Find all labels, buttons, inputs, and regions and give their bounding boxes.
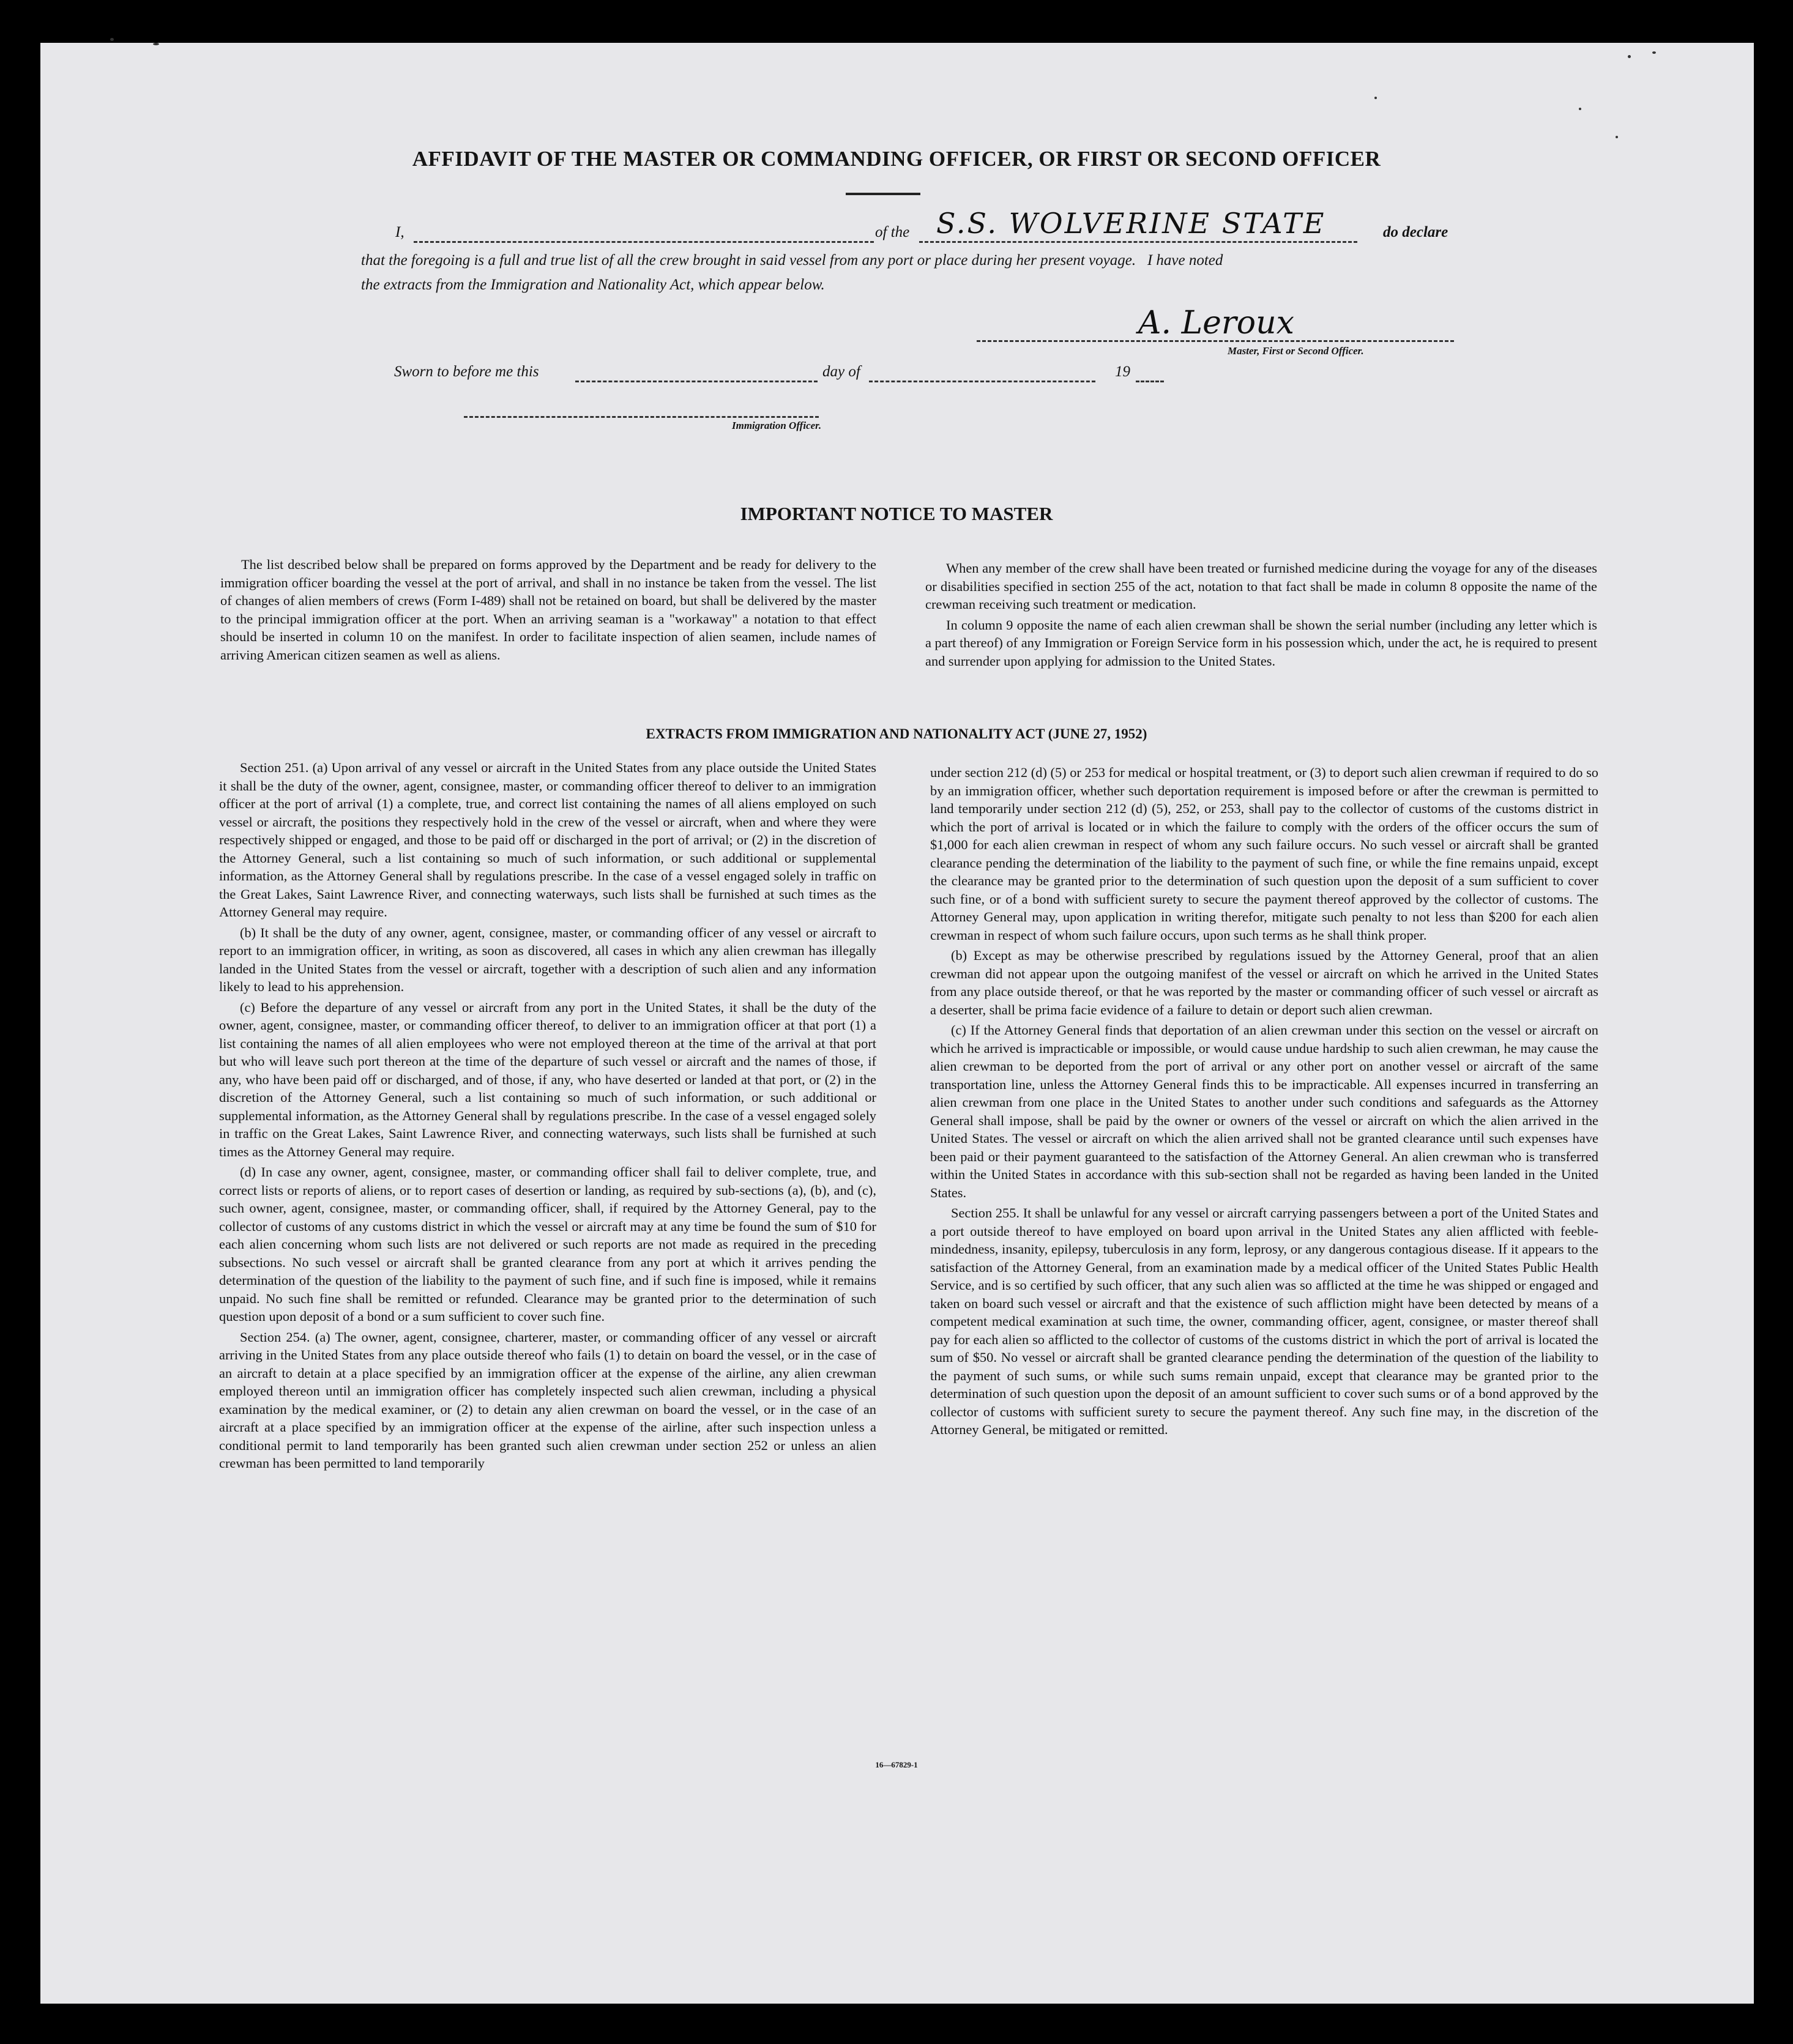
scan-speck [1652,51,1656,54]
declaration-do-declare: do declare [1383,224,1448,240]
signature-caption: Master, First or Second Officer. [1228,345,1364,357]
extract-paragraph: Section 255. It shall be unlawful for any vessel or aircraft carrying passengers between a port of the United States and a port outside thereof to have employed on board upon arrival in the United States any alien afflicted with feeble-mindedness, insanity, epilepsy, tuberculosis in any form, leprosy, or any dangerous contagious disease. If it appears to the satisfaction of the Attorney General, from an examination made by a medical officer of the United States Public Health Service, and is so certified by such officer, that any such alien was so afflicted at the time he was shipped or engaged and taken on board such vessel or aircraft and that the existence of such affliction might have been detected by means of a competent medical examination at such time, the owner, commanding officer, agent, consignee, or master thereof shall pay for each alien so afflicted to the collector of customs of the customs district in which the port of arrival is located the sum of $50. No vessel or aircraft shall be granted clearance pending the determination of the question of the liability to the payment of such sums, or while such sums remain unpaid, except that clearance may be granted prior to the determination of such question upon the deposit of an amount sufficient to cover such sums or of a bond approved by the collector of customs with sufficient surety to secure the payment thereof. Any such fine may, in the discretion of the Attorney General, be mitigated or remitted. [930,1205,1598,1437]
scan-speck [1579,108,1581,110]
extracts-right-column [930,764,1598,1441]
affidavit-title: AFFIDAVIT OF THE MASTER OR COMMANDING OFFICER, OR FIRST OR SECOND OFFICER [412,147,1381,171]
declaration-text-line-3: the extracts from the Immigration and Nationality Act, which appear below. [361,277,825,293]
vessel-name-line[interactable] [919,241,1357,243]
notice-paragraph: When any member of the crew shall have been treated or furnished medicine during the voyage for any of the diseases or disabilities specified in section 255 of the act, notation to that fact shall be made in column 8 opposite the name of the crewman receiving such treatment or medication. [925,560,1597,612]
master-signature: A. Leroux [1138,305,1294,341]
immigration-officer-caption: Immigration Officer. [732,420,822,431]
scan-speck [1374,97,1377,99]
scan-speck [1628,55,1631,58]
extract-paragraph: (b) Except as may be otherwise prescribed by regulations issued by the Attorney General, proof that an alien crewman did not appear upon the outgoing manifest of the vessel or aircraft on which he arrived in the United States from any place outside thereof, or that he was reported by the master or commanding officer of such vessel or aircraft as a deserter, shall be prima facie evidence of a failure to detain or deport such alien crewman. [930,948,1598,1017]
scan-speck [1616,136,1618,138]
extract-paragraph: (c) Before the departure of any vessel or aircraft from any port in the United States, it shall be the duty of the owner, agent, consignee, master, or commanding officer thereof, to deliver to an immigration officer at that port (1) a list containing the names of all alien employees who were not employed thereon at the time of the arrival at that port but who will leave such port thereon at the time of the departure of such vessel or aircraft and the names of those, if any, who have been paid off or discharged, and of those, if any, who have deserted or landed at that port, or (2) in the discretion of the Attorney General, such a list containing so much of such information, or such additional or supplemental information, as the Attorney General shall by regulations prescribe. In the case of a vessel engaged solely in traffic on the Great Lakes, Saint Lawrence River, and connecting waterways, such lists shall be furnished at such times as the Attorney General may require. [219,999,876,1159]
extracts-left-column [219,759,876,1475]
declaration-of-the: of the [875,224,910,240]
declaration-text-line-2: that the foregoing is a full and true list of all the crew brought in said vessel from any port or place during her present voyage. I have noted [361,252,1223,269]
form-code: 16—67829-1 [875,1760,918,1769]
sworn-day-line[interactable] [575,381,818,382]
extract-paragraph: Section 254. (a) The owner, agent, consignee, charterer, master, or commanding officer of any vessel or aircraft arriving in the United States from any place outside thereof who fails (1) to detain on board the vessel, or in the case of an aircraft to detain at a place specified by an immigration officer at the expense of the airline, any alien crewman employed thereon until an immigration officer has completely inspected such alien crewman, including a physical examination by the medical examiner, or (2) to detain any alien crewman on board the vessel, or in the case of an aircraft at a place specified by an immigration officer at the expense of the airline, after such inspection unless a conditional permit to land temporarily has been granted such alien crewman under section 252 or unless an alien crewman has been permitted to land temporarily [219,1329,876,1471]
extract-paragraph: under section 212 (d) (5) or 253 for medical or hospital treatment, or (3) to deport such alien crewman if required to do so by an immigration officer, whether such deportation requirement is imposed before or after the crewman is permitted to land temporarily under section 212 (d) (5), 252, or 253, shall pay to the collector of customs of the customs district in which the port of arrival is located or in which the failure to comply with the orders of the officer occurs the sum of $1,000 for each alien crewman in respect of whom any such failure occurs. No such vessel or aircraft shall be granted clearance pending the determination of the liability to the payment of such fine, or while the fine remains unpaid, except the clearance may be granted prior to the determination of such question upon the deposit of a sum sufficient to cover such fine, or of a bond with sufficient surety to secure the payment thereof approved by the collector of customs. The Attorney General may, upon application in writing therefor, mitigate such penalty to not less than $200 for each alien crewman in respect of whom such failure occurs, upon such terms as he shall think proper. [930,765,1598,943]
notice-paragraph: The list described below shall be prepared on forms approved by the Department and be ready for delivery to the immigration officer boarding the vessel at the port of arrival, and shall in no instance be taken from the vessel. The list of changes of alien members of crews (Form I-489) shall not be retained on board, but shall be delivered by the master to the principal immigration officer at the port. When an arriving seaman is a "workaway" a notation to that effect should be inserted in column 10 on the manifest. In order to facilitate inspection of alien seamen, include names of arriving American citizen seamen as well as aliens. [220,557,876,663]
extract-paragraph: Section 251. (a) Upon arrival of any vessel or aircraft in the United States from any place outside the United States it shall be the duty of the owner, agent, consignee, master, or commanding officer thereof to deliver to an immigration officer at the port of arrival (1) a complete, true, and correct list containing the names of all aliens employed on such vessel or aircraft, the positions they respectively hold in the crew of the vessel or aircraft, when and where they were respectively shipped or engaged, and those to be paid off or discharged in the port of arrival; or (2) in the discretion of the Attorney General, such a list containing so much of such information, or such additional or supplemental information, as the Attorney General shall by regulations prescribe. In the case of a vessel engaged solely in traffic on the Great Lakes, Saint Lawrence River, and connecting waterways, such lists shall be furnished at such times as the Attorney General may require. [219,760,876,920]
extract-paragraph: (b) It shall be the duty of any owner, agent, consignee, master, or commanding officer of any vessel or aircraft to report to an immigration officer, in writing, as soon as discovered, all cases in which any alien crewman has illegally landed in the United States from the vessel or aircraft, together with a description of such alien and any information likely to lead to his apprehension. [219,924,876,994]
sworn-day-of: day of [822,363,860,380]
extract-paragraph: (d) In case any owner, agent, consignee, master, or commanding officer shall fail to deliver complete, true, and correct lists or reports of aliens, or to report cases of desertion or landing, as required by sub-sections (a), (b), and (c), such owner, agent, consignee, master, or commanding officer, shall, if required by the Attorney General, pay to the collector of customs of any customs district in which the vessel or aircraft may at any time be found the sum of $10 for each alien concerning whom such lists are not delivered or such reports are not made as required in the preceding subsections. No such vessel or aircraft shall be granted clearance from any port at which it arrives pending the determination of the question of the liability to the payment of such fine, and if such fine is imposed, while it remains unpaid. No such fine shall be remitted or refunded. Clearance may be granted prior to the determination of such question upon deposit of a bond or a sum sufficient to cover such fine. [219,1164,876,1324]
extracts-title: EXTRACTS FROM IMMIGRATION AND NATIONALITY ACT (JUNE 27, 1952) [646,726,1147,741]
sworn-year: 19 [1115,363,1130,380]
notice-left-column [220,556,876,666]
sworn-label: Sworn to before me this [394,363,539,380]
extract-paragraph: (c) If the Attorney General finds that deportation of an alien crewman under this section on the vessel or aircraft on which he arrived is impracticable or impossible, or would cause undue hardship to such alien crewman, he may cause the alien crewman to be deported from the port of arrival or any other port on another vessel or aircraft of the same transportation line, unless the Attorney General finds this to be impracticable. All expenses incurred in transferring an alien crewman from one place in the United States to another under such conditions and safeguards as the Attorney General shall impose, shall be paid by the owner or owners of the vessel or aircraft on which the alien arrived in the United States. The vessel or aircraft on which the alien arrived shall not be granted clearance until such expenses have been paid or their payment guaranteed to the satisfaction of the Attorney General. An alien crewman who is transferred within the United States in accordance with this sub-section shall not be regarded as having been landed in the United States. [930,1022,1598,1200]
sworn-year-line[interactable] [1136,381,1164,382]
declarant-name-line[interactable] [414,241,874,243]
notice-paragraph: In column 9 opposite the name of each alien crewman shall be shown the serial number (including any letter which is a part thereof) of any Immigration or Foreign Service form in his possession which, under the act, he is required to present and surrender upon applying for admission to the United States. [925,617,1597,669]
vessel-name-handwritten: S.S. WOLVERINE STATE [936,207,1326,240]
notice-title: IMPORTANT NOTICE TO MASTER [740,503,1053,524]
scan-speck [153,43,159,45]
signature-line[interactable] [977,340,1454,342]
immigration-officer-line[interactable] [464,416,819,418]
scan-speck [110,38,114,41]
declaration-i-label: I, [395,224,404,240]
notice-right-column [925,559,1597,672]
title-underline [846,193,920,195]
sworn-month-line[interactable] [869,381,1095,382]
